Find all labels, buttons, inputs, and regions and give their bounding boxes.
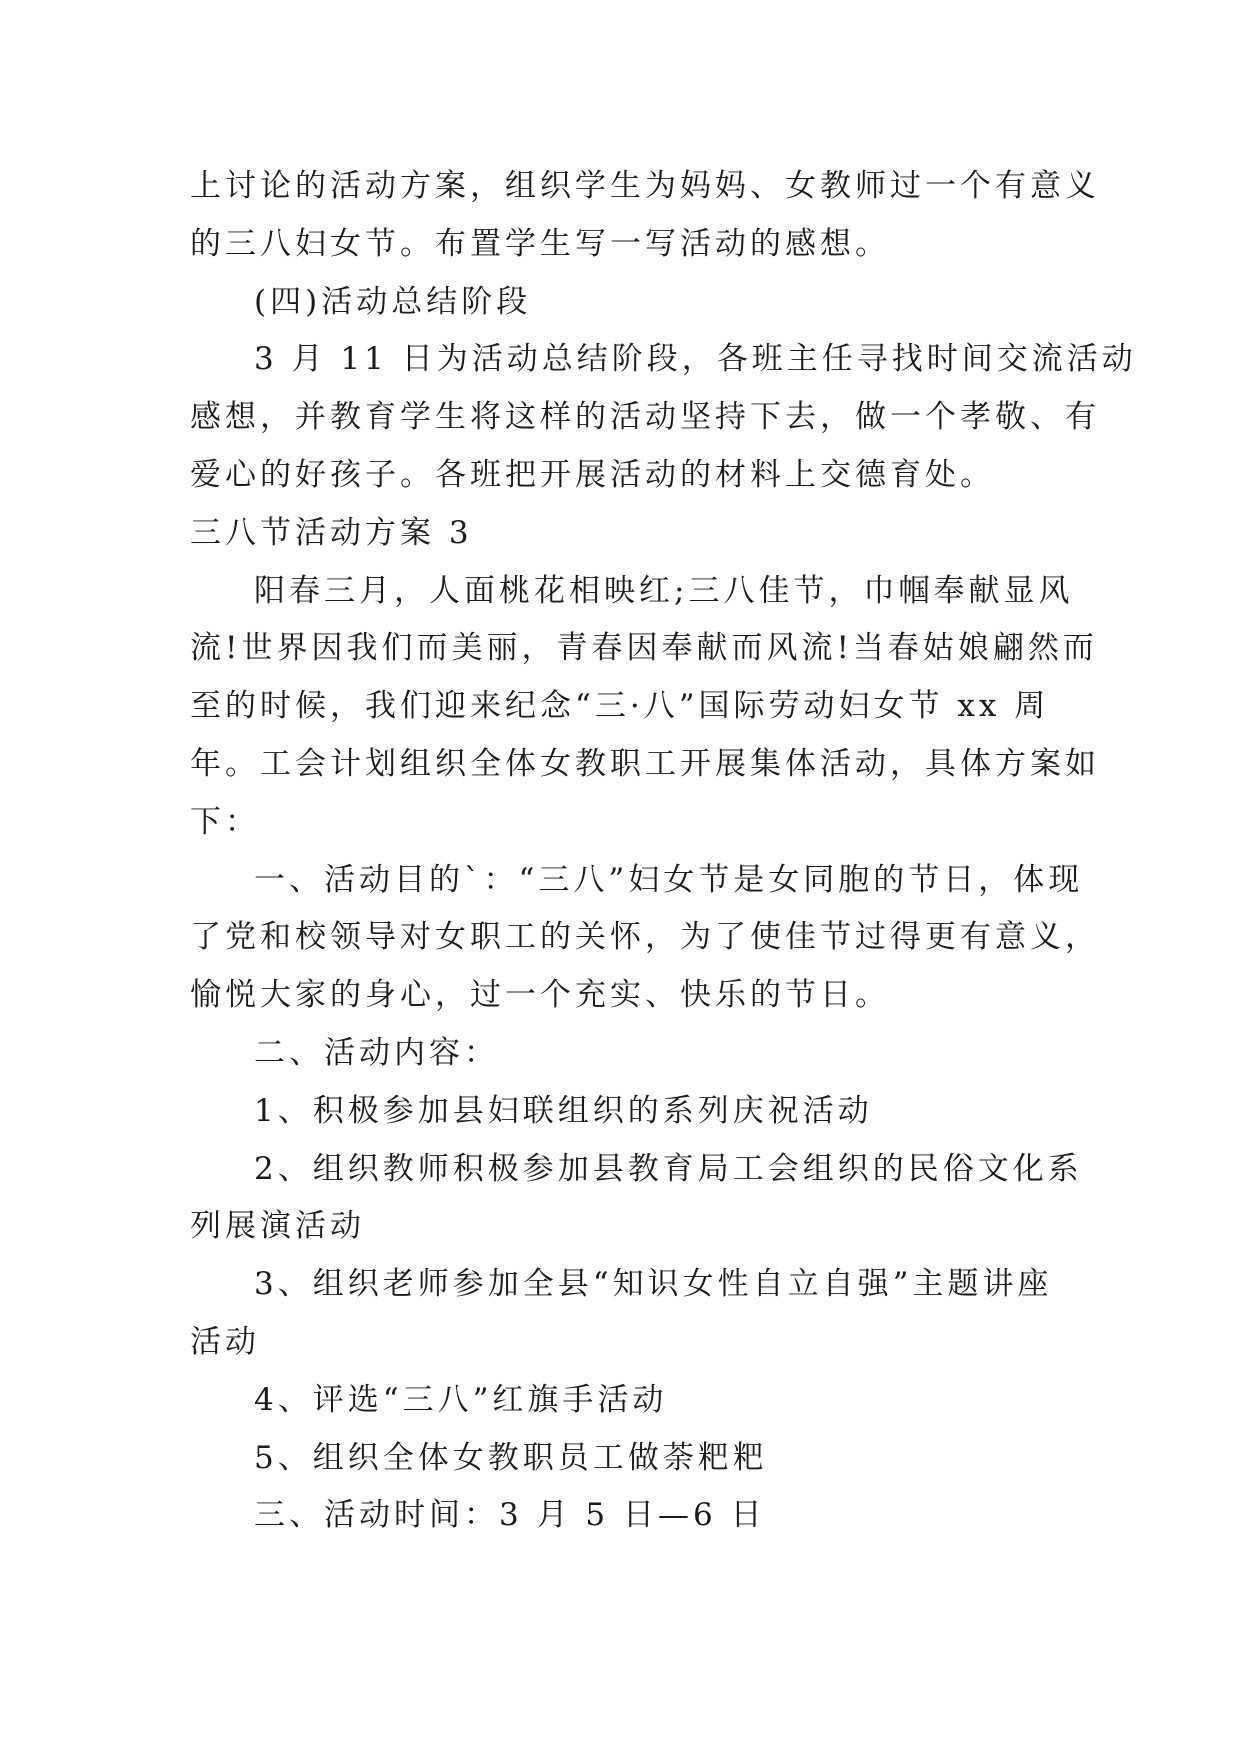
text-line: 活动: [190, 1323, 260, 1360]
text-line: 感想，并教育学生将这样的活动坚持下去，做一个孝敬、有: [190, 399, 1100, 436]
text-line: 流!世界因我们而美丽，青春因奉献而风流!当春姑娘翩然而: [190, 630, 1098, 667]
text-line: 5、组织全体女教职员工做荼粑粑: [254, 1439, 768, 1476]
text-line: 年。工会计划组织全体女教职工开展集体活动，具体方案如: [190, 745, 1100, 782]
text-line: 3 月 11 日为活动总结阶段，各班主任寻找时间交流活动: [254, 341, 1137, 378]
text-line: 3、组织老师参加全县“知识女性自立自强”主题讲座: [254, 1266, 1053, 1303]
text-line: 三、活动时间：3 月 5 日—6 日: [254, 1497, 766, 1534]
text-line: 爱心的好孩子。各班把开展活动的材料上交德育处。: [190, 456, 995, 493]
document-body: [190, 158, 1137, 1545]
text-line: 至的时候，我们迎来纪念“三·八”国际劳动妇女节 xx 周: [190, 688, 1050, 725]
text-line: 列展演活动: [190, 1208, 365, 1245]
text-line: 二、活动内容：: [254, 1034, 499, 1071]
text-line: (四)活动总结阶段: [254, 283, 532, 320]
text-line: 了党和校领导对女职工的关怀，为了使佳节过得更有意义，: [190, 919, 1100, 956]
text-line: 阳春三月，人面桃花相映红;三八佳节，巾帼奉献显风: [254, 572, 1074, 609]
text-line: 上讨论的活动方案，组织学生为妈妈、女教师过一个有意义: [190, 168, 1100, 204]
text-line: 愉悦大家的身心，过一个充实、快乐的节日。: [190, 977, 890, 1014]
text-line: 1、积极参加县妇联组织的系列庆祝活动: [254, 1092, 873, 1129]
text-line: 4、评选“三八”红旗手活动: [254, 1381, 668, 1418]
text-line: 2、组织教师积极参加县教育局工会组织的民俗文化系: [254, 1150, 1083, 1187]
text-line: 的三八妇女节。布置学生写一写活动的感想。: [190, 225, 890, 262]
text-line: 一、活动目的`：“三八”妇女节是女同胞的节日，体现: [254, 861, 1084, 898]
text-line: 三八节活动方案 3: [190, 514, 473, 551]
text-line: 下：: [190, 803, 260, 840]
